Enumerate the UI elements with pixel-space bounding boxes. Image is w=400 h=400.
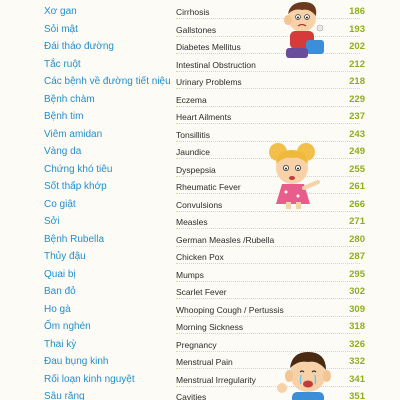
dotted-leader <box>176 211 360 212</box>
entry-title-english: Rheumatic Fever <box>176 182 241 192</box>
dotted-leader <box>176 246 360 247</box>
entry-page-number: 218 <box>349 76 365 87</box>
entry-title-english: Scarlet Fever <box>176 287 227 297</box>
entry-title-vietnamese: Sâu răng <box>44 391 85 400</box>
entry-page-number: 186 <box>349 6 365 17</box>
contents-entry[interactable] <box>0 284 400 302</box>
entry-title-vietnamese: Bệnh tim <box>44 111 84 122</box>
contents-entry[interactable] <box>0 4 400 22</box>
entry-title-english: Tonsillitis <box>176 129 211 140</box>
entry-title-english: Mumps <box>176 269 204 280</box>
cartoon-boy-sick-icon <box>276 0 332 62</box>
entry-page-number: 326 <box>349 338 365 350</box>
contents-entry[interactable] <box>0 162 400 180</box>
entry-page-number: 280 <box>349 233 365 245</box>
entry-title-vietnamese: Quai bị <box>44 268 76 280</box>
entry-title-vietnamese: Xơ gan <box>44 6 77 17</box>
contents-entry[interactable] <box>0 74 400 92</box>
contents-entry[interactable] <box>0 214 400 232</box>
entry-title-vietnamese: Bệnh Rubella <box>44 233 105 245</box>
entry-title-vietnamese: Thủy đậu <box>44 251 86 262</box>
dotted-leader <box>176 333 360 334</box>
entry-title-english: Urinary Problems <box>176 77 242 87</box>
entry-page-number: 202 <box>349 41 365 52</box>
entry-title-vietnamese: Đái tháo đường <box>44 41 114 52</box>
entry-page-number: 295 <box>349 268 365 280</box>
dotted-leader <box>176 228 360 229</box>
cartoon-boy-crying-icon <box>272 348 342 400</box>
entry-title-english: Eczema <box>176 94 207 105</box>
entry-page-number: 255 <box>349 163 365 175</box>
dotted-leader <box>176 53 360 54</box>
entry-page-number: 237 <box>349 111 365 122</box>
entry-title-english: Heart Ailments <box>176 112 232 122</box>
entry-page-number: 243 <box>349 128 365 140</box>
entry-page-number: 266 <box>349 198 365 210</box>
entry-page-number: 261 <box>349 181 365 192</box>
dotted-leader <box>176 36 360 37</box>
entry-title-english: Dyspepsia <box>176 164 216 175</box>
entry-title-english: Convulsions <box>176 199 223 210</box>
entry-title-vietnamese: Sốt thấp khớp <box>44 181 107 192</box>
contents-entry[interactable] <box>0 109 400 127</box>
entry-title-vietnamese: Ban đỏ <box>44 286 76 297</box>
entry-title-english: Morning Sickness <box>176 322 244 332</box>
entry-title-vietnamese: Đau bụng kinh <box>44 356 109 367</box>
dotted-leader <box>176 263 360 264</box>
entry-title-english: Cirrhosis <box>176 7 210 17</box>
dotted-leader <box>176 88 360 89</box>
entry-page-number: 302 <box>349 286 365 297</box>
entry-title-vietnamese: Sởi <box>44 216 60 227</box>
entry-title-vietnamese: Thai kỳ <box>44 338 77 350</box>
contents-entry[interactable] <box>0 302 400 320</box>
entry-page-number: 249 <box>349 146 365 157</box>
dotted-leader <box>176 106 360 107</box>
contents-entry[interactable] <box>0 22 400 40</box>
entry-title-vietnamese: Chứng khó tiêu <box>44 163 113 175</box>
entry-page-number: 318 <box>349 321 365 332</box>
contents-entry[interactable] <box>0 144 400 162</box>
entry-title-vietnamese: Vàng da <box>44 146 82 157</box>
contents-entry[interactable] <box>0 319 400 337</box>
entry-title-english: Jaundice <box>176 147 211 157</box>
entry-title-vietnamese: Viêm amidan <box>44 128 103 140</box>
entry-page-number: 193 <box>349 23 365 35</box>
entry-page-number: 271 <box>349 216 365 227</box>
contents-entry[interactable] <box>0 267 400 285</box>
entry-title-english: Whooping Cough / Pertussis <box>176 304 284 315</box>
contents-entry[interactable] <box>0 179 400 197</box>
entry-title-vietnamese: Tắc ruột <box>44 58 81 70</box>
dotted-leader <box>176 18 360 19</box>
dotted-leader <box>176 316 360 317</box>
entry-title-vietnamese: Sỏi mật <box>44 23 78 35</box>
dotted-leader <box>176 123 360 124</box>
dotted-leader <box>176 71 360 72</box>
entry-page-number: 212 <box>349 58 365 70</box>
entry-title-vietnamese: Co giật <box>44 198 76 210</box>
contents-entry[interactable] <box>0 39 400 57</box>
contents-entry[interactable] <box>0 249 400 267</box>
contents-entry[interactable] <box>0 92 400 110</box>
entry-title-english: Chicken Pox <box>176 252 224 262</box>
entry-title-english: Gallstones <box>176 24 217 35</box>
contents-entry[interactable] <box>0 57 400 75</box>
cartoon-girl-coughing-icon <box>256 138 328 210</box>
entry-title-english: Cavities <box>176 392 207 400</box>
entry-page-number: 351 <box>349 391 365 400</box>
entry-title-english: Menstrual Pain <box>176 357 233 367</box>
entry-title-english: Diabetes Mellitus <box>176 42 241 52</box>
entry-title-english: Menstrual Irregularity <box>176 374 256 385</box>
contents-entry[interactable] <box>0 232 400 250</box>
entry-title-vietnamese: Các bệnh về đường tiết niệu <box>44 76 171 87</box>
entry-title-vietnamese: Rối loạn kinh nguyệt <box>44 373 135 385</box>
entry-page-number: 229 <box>349 93 365 105</box>
entry-title-vietnamese: Bệnh chàm <box>44 93 95 105</box>
entry-title-english: Pregnancy <box>176 339 217 350</box>
entry-page-number: 287 <box>349 251 365 262</box>
entry-title-english: Measles <box>176 217 208 227</box>
dotted-leader <box>176 298 360 299</box>
dotted-leader <box>176 281 360 282</box>
contents-list <box>0 4 400 400</box>
entry-title-english: German Measles /Rubella <box>176 234 275 245</box>
entry-title-vietnamese: Ốm nghén <box>44 321 91 332</box>
entry-page-number: 309 <box>349 303 365 315</box>
contents-entry[interactable] <box>0 197 400 215</box>
entry-title-vietnamese: Ho gà <box>44 303 71 315</box>
entry-page-number: 341 <box>349 373 365 385</box>
entry-page-number: 332 <box>349 356 365 367</box>
entry-title-english: Intestinal Obstruction <box>176 59 256 70</box>
contents-entry[interactable] <box>0 127 400 145</box>
